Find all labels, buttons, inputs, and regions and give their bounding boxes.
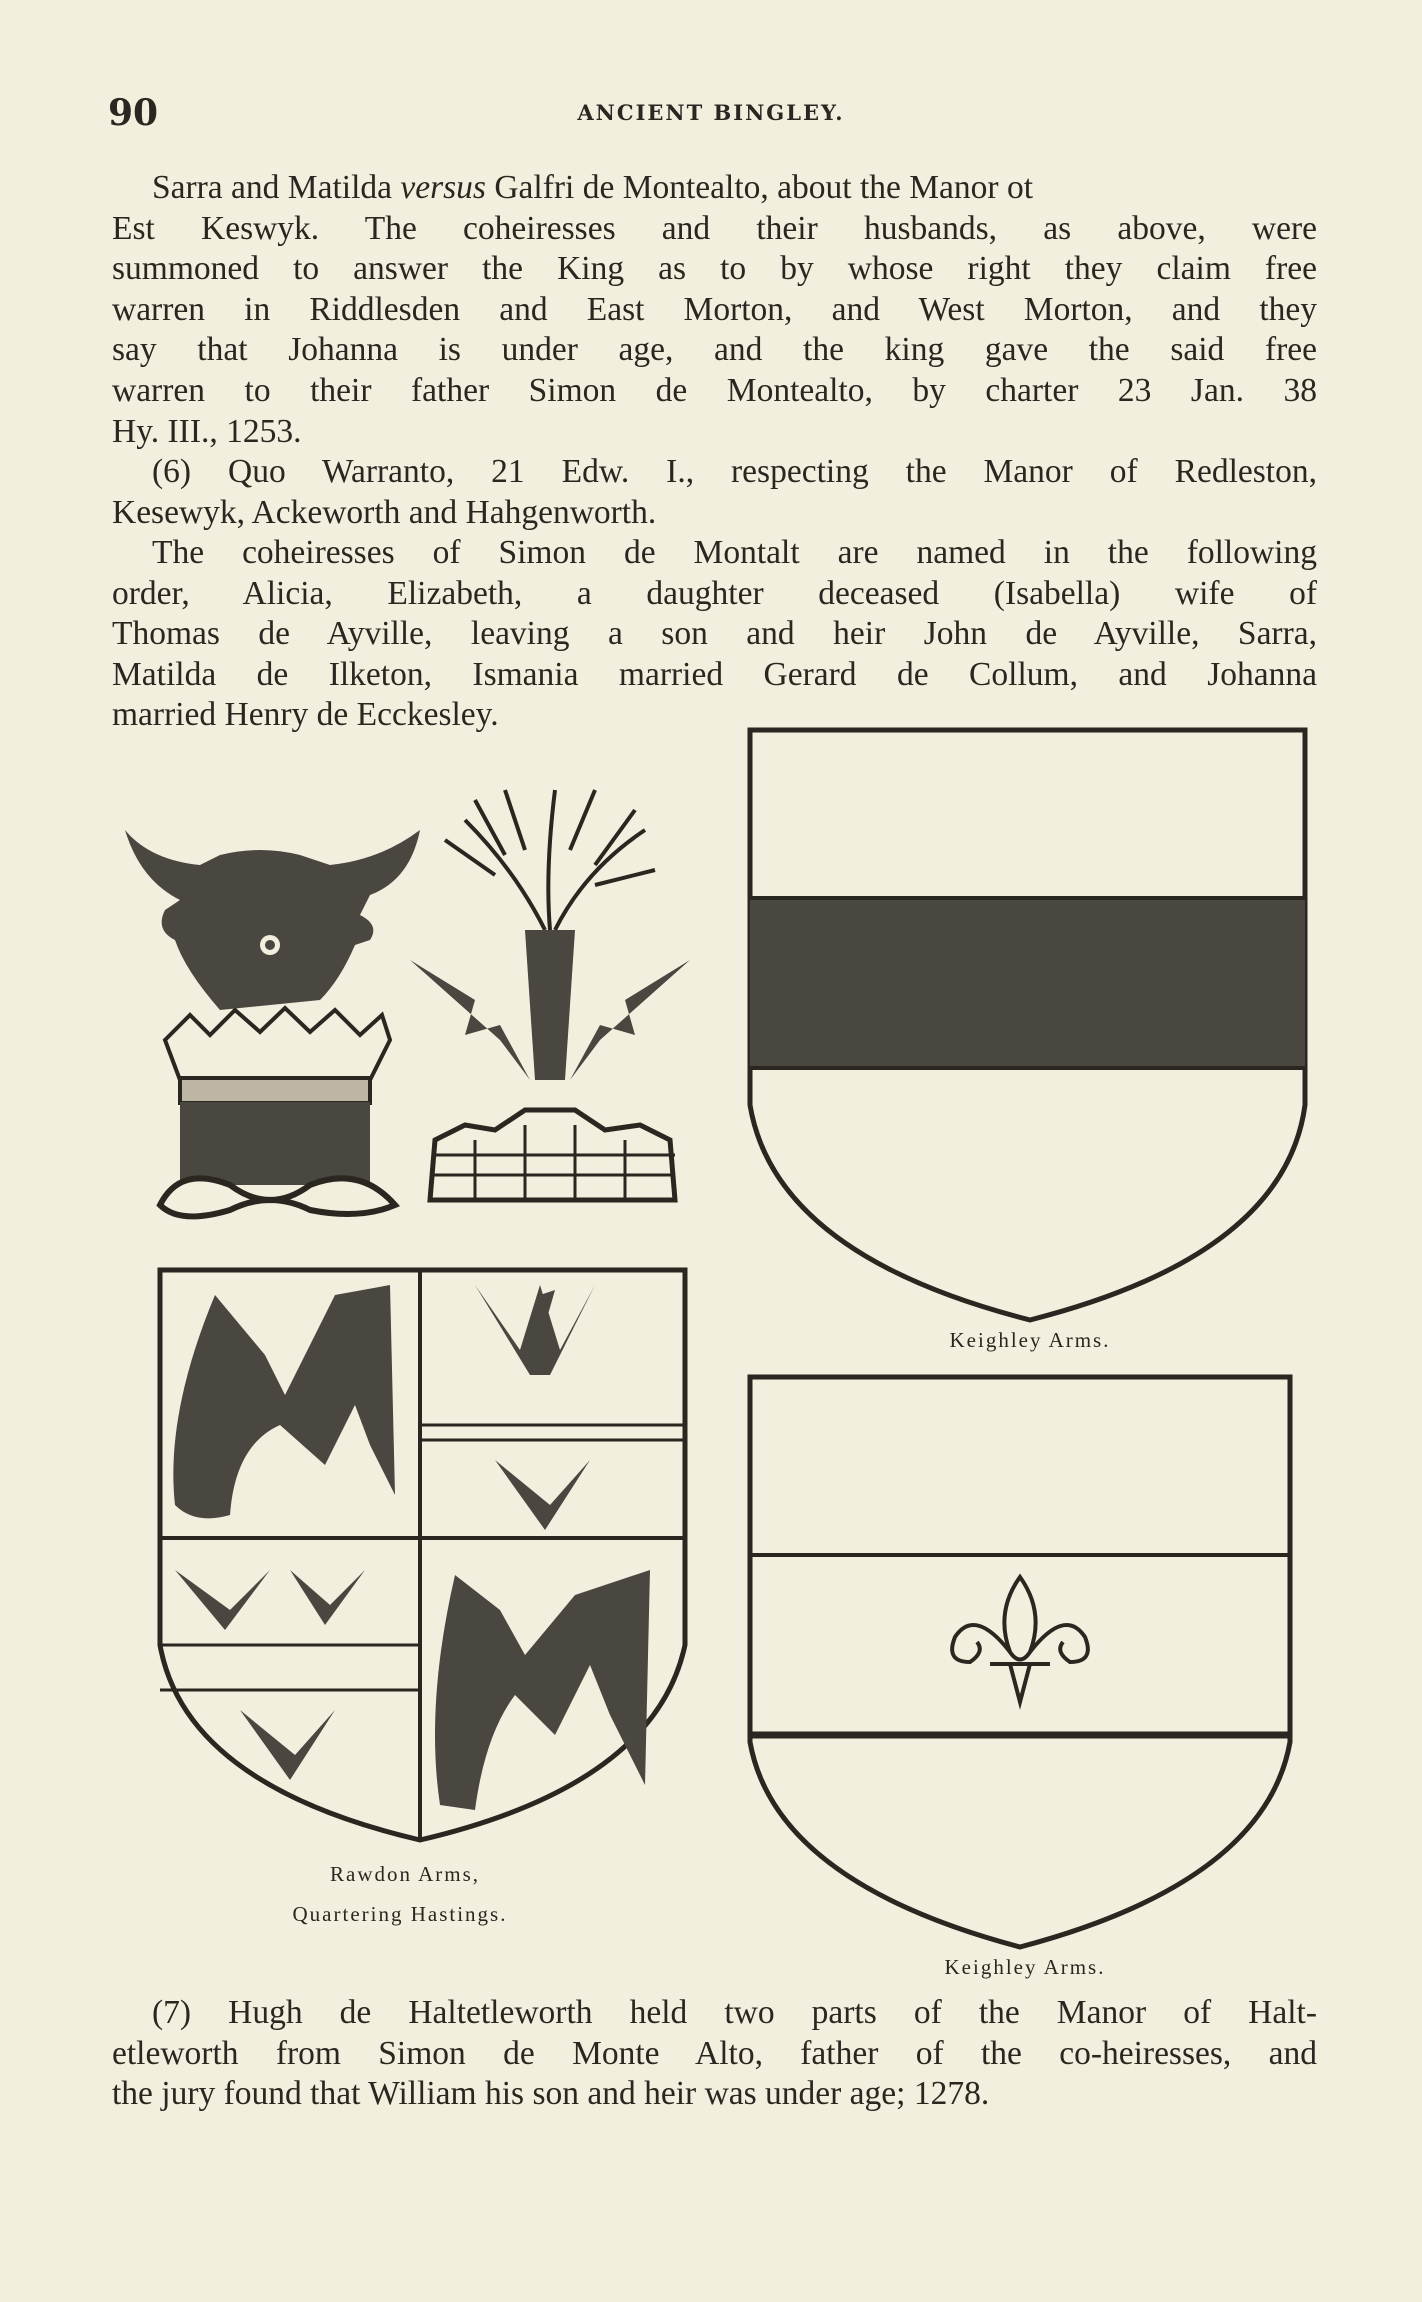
paragraph-3-line-4: Matilda de Ilketon, Ismania married Gerard de Collum, and Johanna [112, 655, 1317, 693]
caption-rawdon-line-2: Quartering Hastings. [292, 1902, 508, 1926]
caption-rawdon-line-1: Rawdon Arms, [330, 1862, 480, 1886]
paragraph-1-line-2: Est Keswyk. The coheiresses and their husbands, as above, were [112, 209, 1317, 247]
paragraph-1-line-6: warren to their father Simon de Montealto, by charter 23 Jan. 38 [112, 371, 1317, 409]
paragraph-3-line-2: order, Alicia, Elizabeth, a daughter deceased (Isabella) wife of [112, 574, 1317, 612]
paragraph-1-line-3: summoned to answer the King as to by whose right they claim free [112, 250, 1317, 288]
paragraph-1-line-1: Sarra and Matilda versus Galfri de Montealto, about the Manor ot [152, 169, 1034, 206]
caption-keighley-top: Keighley Arms. [949, 1328, 1111, 1352]
paragraph-1-line-4: warren in Riddlesden and East Morton, and West Morton, and they [112, 290, 1317, 328]
paragraph-2 [112, 452, 1317, 533]
paragraph-1 [112, 168, 1317, 452]
running-title: ANCIENT BINGLEY. [577, 100, 845, 125]
page-number: 90 [108, 92, 159, 134]
paragraph-4-line-2: etleworth from Simon de Monte Alto, father of the co-heiresses, and [112, 2034, 1317, 2072]
rawdon-quartering-shield [155, 1265, 690, 1845]
paragraph-1-line-5: say that Johanna is under age, and the king gave the said free [112, 331, 1317, 369]
keighley-shield-fleur-de-lis [745, 1372, 1295, 1952]
paragraph-4-line-3: the jury found that William his son and heir was under age; 1278. [112, 2075, 990, 2113]
paragraph-4-line-1: (7) Hugh de Haltetleworth held two parts of the Manor of Halt- [152, 1994, 1317, 2031]
keighley-shield-fess [745, 725, 1310, 1325]
caption-keighley-bottom: Keighley Arms. [944, 1955, 1106, 1979]
paragraph-3-line-5: married Henry de Ecckesley. [112, 696, 499, 734]
paragraph-3-line-1: The coheiresses of Simon de Montalt are named in the following [152, 534, 1317, 571]
branch-in-crown-crest [405, 780, 695, 1250]
paragraph-3 [112, 533, 1317, 736]
paragraph-2-line-2: Kesewyk, Ackeworth and Hahgenworth. [112, 493, 657, 531]
paragraph-1-line-7: Hy. III., 1253. [112, 412, 302, 450]
bull-head-crest [120, 820, 440, 1240]
paragraph-2-line-1: (6) Quo Warranto, 21 Edw. I., respecting the Manor of Redleston, [152, 453, 1317, 490]
paragraph-3-line-3: Thomas de Ayville, leaving a son and heir John de Ayville, Sarra, [112, 615, 1317, 653]
paragraph-4 [112, 1993, 1317, 2115]
